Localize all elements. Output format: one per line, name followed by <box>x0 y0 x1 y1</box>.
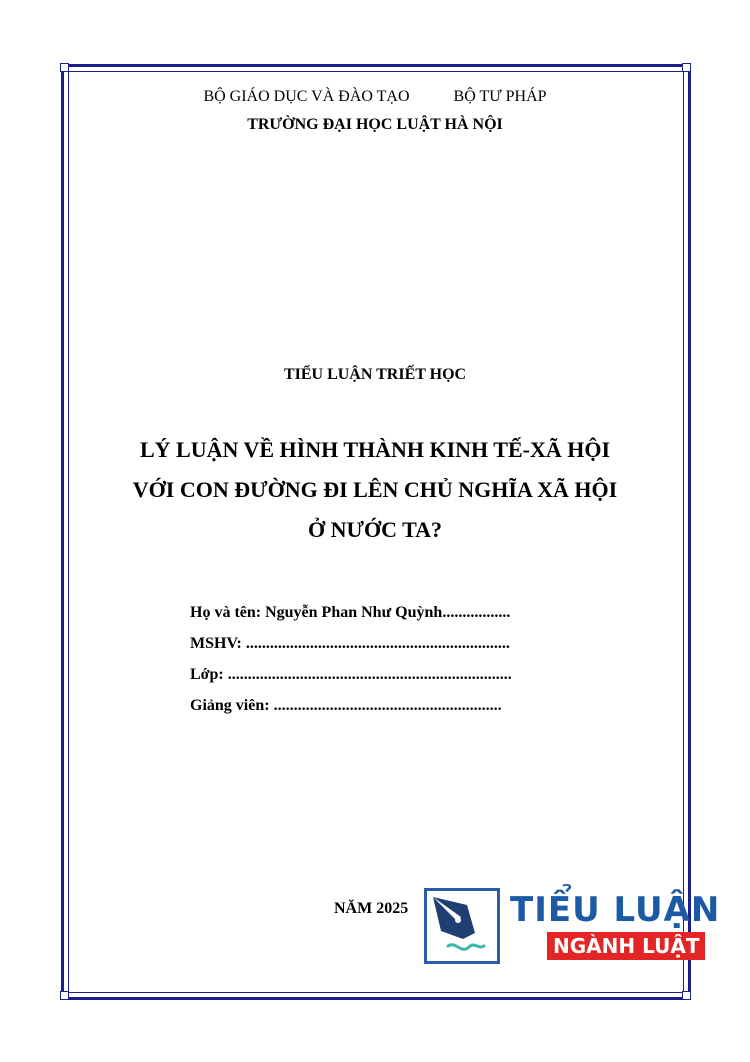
document-type: TIỂU LUẬN TRIẾT HỌC <box>283 366 467 383</box>
border-corner-top-right <box>682 63 691 72</box>
student-name-line: Họ và tên: Nguyễn Phan Như Quỳnh................. <box>190 604 511 621</box>
ministry-left: BỘ GIÁO DỤC VÀ ĐÀO TẠO <box>203 88 410 105</box>
essay-title <box>0 430 750 550</box>
logo-icon-box <box>424 888 500 964</box>
student-id-line: MSHV: .................................................................. <box>190 635 510 652</box>
ministry-right: BỘ TƯ PHÁP <box>453 88 547 105</box>
title-line-3: Ở NƯỚC TA? <box>307 517 443 542</box>
university-name: TRƯỜNG ĐẠI HỌC LUẬT HÀ NỘI <box>247 116 503 133</box>
logo-text-bottom: NGÀNH LUẬT <box>547 932 705 960</box>
year-label: NĂM 2025 <box>334 900 409 917</box>
lecturer-line: Giảng viên: ......................................................... <box>190 697 502 714</box>
title-line-1: LÝ LUẬN VỀ HÌNH THÀNH KINH TẾ-XÃ HỘI <box>139 437 611 462</box>
border-corner-top-left <box>60 63 69 72</box>
logo-text-top: TIỂU LUẬN <box>510 890 721 930</box>
fountain-pen-icon <box>427 891 497 961</box>
header <box>0 88 750 134</box>
brand-logo <box>424 888 721 968</box>
title-line-2: VỚI CON ĐƯỜNG ĐI LÊN CHỦ NGHĨA XÃ HỘI <box>132 477 618 502</box>
border-corner-bottom-left <box>60 991 69 1000</box>
student-info <box>190 604 550 728</box>
class-line: Lớp: ....................................................................... <box>190 666 512 683</box>
border-corner-bottom-right <box>682 991 691 1000</box>
ministries-row <box>0 88 750 106</box>
